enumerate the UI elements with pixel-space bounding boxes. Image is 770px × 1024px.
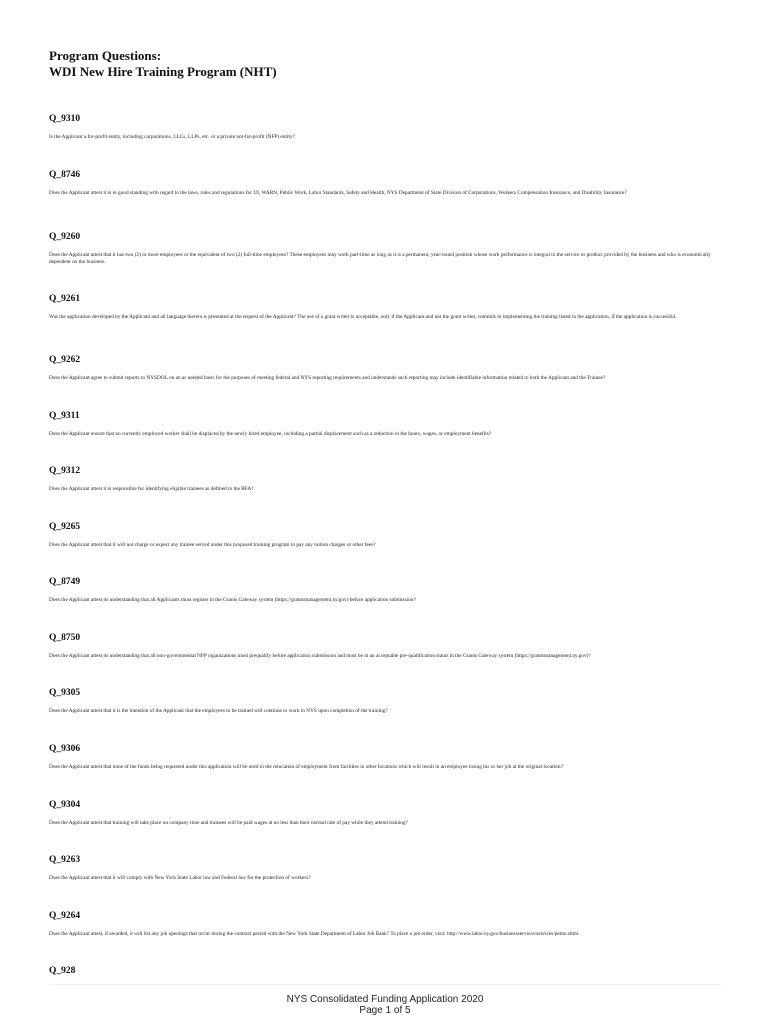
question-block [49, 800, 724, 827]
question-block [49, 688, 724, 715]
question-block [49, 522, 724, 549]
question-block [49, 114, 724, 141]
question-text: Does the Applicant attest its understanding that all non-governmental NFP organizations must prequalify before application submission and must be in an acceptable pre-qualification status in the Grants Gateway system (https://grantsmanagement.ny.gov)? [49, 653, 591, 659]
question-id: Q_8749 [49, 577, 81, 587]
footer-divider [49, 984, 721, 985]
question-id: Q_9304 [49, 800, 81, 810]
question-text: Does the Applicant attest that it will comply with New York State Labor law and Federal law for the protection of workers? [49, 875, 311, 881]
question-block [49, 577, 724, 604]
question-block [49, 855, 724, 882]
question-text: Does the Applicant agree to submit reports to NYSDOL on an as needed basis for the purposes of meeting federal and NYS reporting requirements and understands such reporting may include identifiable information related to both the Applicant and the Trainee? [49, 375, 606, 381]
question-text: Does the Applicant attest that it will not charge or expect any trainee served under this proposed training program to pay any tuition charges or other fees? [49, 542, 376, 548]
page-footer [0, 994, 770, 1016]
question-id: Q_9262 [49, 355, 81, 365]
question-block [49, 411, 724, 438]
question-text: Does the Applicant attest its understanding that all Applicants must register in the Grants Gateway system (https://grantsmanagement.ny.gov) before application submission? [49, 597, 416, 603]
question-id: Q_9265 [49, 522, 81, 532]
question-text: Does the Applicant attest it is in good standing with regard to the laws, rules and regulations for UI, WARN, Public Work, Labor Standards, Safety and Health, NYS Department of State Division of Corporations, Workers Compensation Insurance, and Disability Insurance? [49, 190, 627, 196]
title-line-1: Program Questions: [49, 48, 162, 63]
question-id: Q_9263 [49, 855, 81, 865]
question-id: Q_9260 [49, 232, 81, 242]
question-block [49, 966, 724, 977]
question-block [49, 232, 724, 266]
question-block [49, 170, 724, 197]
question-id: Q_9306 [49, 744, 81, 754]
question-block [49, 633, 724, 660]
footer-title: NYS Consolidated Funding Application 2020 [286, 994, 484, 1005]
question-id: Q_9261 [49, 294, 81, 304]
question-block [49, 744, 724, 771]
question-block [49, 466, 724, 493]
question-block [49, 294, 724, 321]
page-number: Page 1 of 5 [359, 1005, 411, 1016]
question-block [49, 355, 724, 382]
question-id: Q_928 [49, 966, 76, 976]
question-text: Does the Applicant attest that it has two (2) or more employees or the equivalent of two (2) full-time employees? These employees may work part-time as long as it is a permanent, year-round position whose work performance is integral to the service or product provided by the business and who is economically dependent on the business. [49, 252, 711, 265]
question-id: Q_9264 [49, 911, 81, 921]
document-title [49, 48, 277, 80]
question-id: Q_8746 [49, 170, 81, 180]
question-id: Q_9310 [49, 114, 81, 124]
question-text: Was the application developed by the Applicant and all language therein is presented at the request of the Applicant? The use of a grant writer is acceptable, only if the Applicant and not the grant writer, commits to implementing the training listed in the application, if the application is successful. [49, 314, 677, 320]
title-line-2: WDI New Hire Training Program (NHT) [49, 64, 277, 79]
question-text: Does the Applicant ensure that no currently employed worker shall be displaced by the newly hired employee, including a partial displacement such as a reduction in the hours, wages, or employment benefits? [49, 431, 492, 437]
question-id: Q_9312 [49, 466, 81, 476]
question-text: Does the Applicant attest, if awarded, it will list any job openings that occur during the contract period with the New York State Department of Labor Job Bank? To place a job order, visit: http://www.labor.ny.gov/businessservices/services/pemo.shtm. [49, 931, 580, 937]
question-id: Q_9311 [49, 411, 80, 421]
question-block [49, 911, 724, 938]
question-text: Does the Applicant attest that none of the funds being requested under this application will be used in the relocation of employment from facilities in other locations which will result in an employee losing his or her job at the original location? [49, 764, 563, 770]
question-text: Does the Applicant attest that training will take place on company time and trainees will be paid wages at no less than their normal rate of pay while they attend training? [49, 820, 408, 826]
question-text: Does the Applicant attest it is responsible for identifying eligible trainees as defined in the RFA? [49, 486, 254, 492]
question-id: Q_9305 [49, 688, 81, 698]
question-text: Does the Applicant attest that it is the intention of the Applicant that the employees to be trained will continue to work in NYS upon completion of the training? [49, 708, 388, 714]
question-id: Q_8750 [49, 633, 81, 643]
question-text: Is the Applicant a for-profit entity, including corporations, LLCs, LLPs, etc. or a private not-for-profit (NFP) entity? [49, 134, 295, 140]
